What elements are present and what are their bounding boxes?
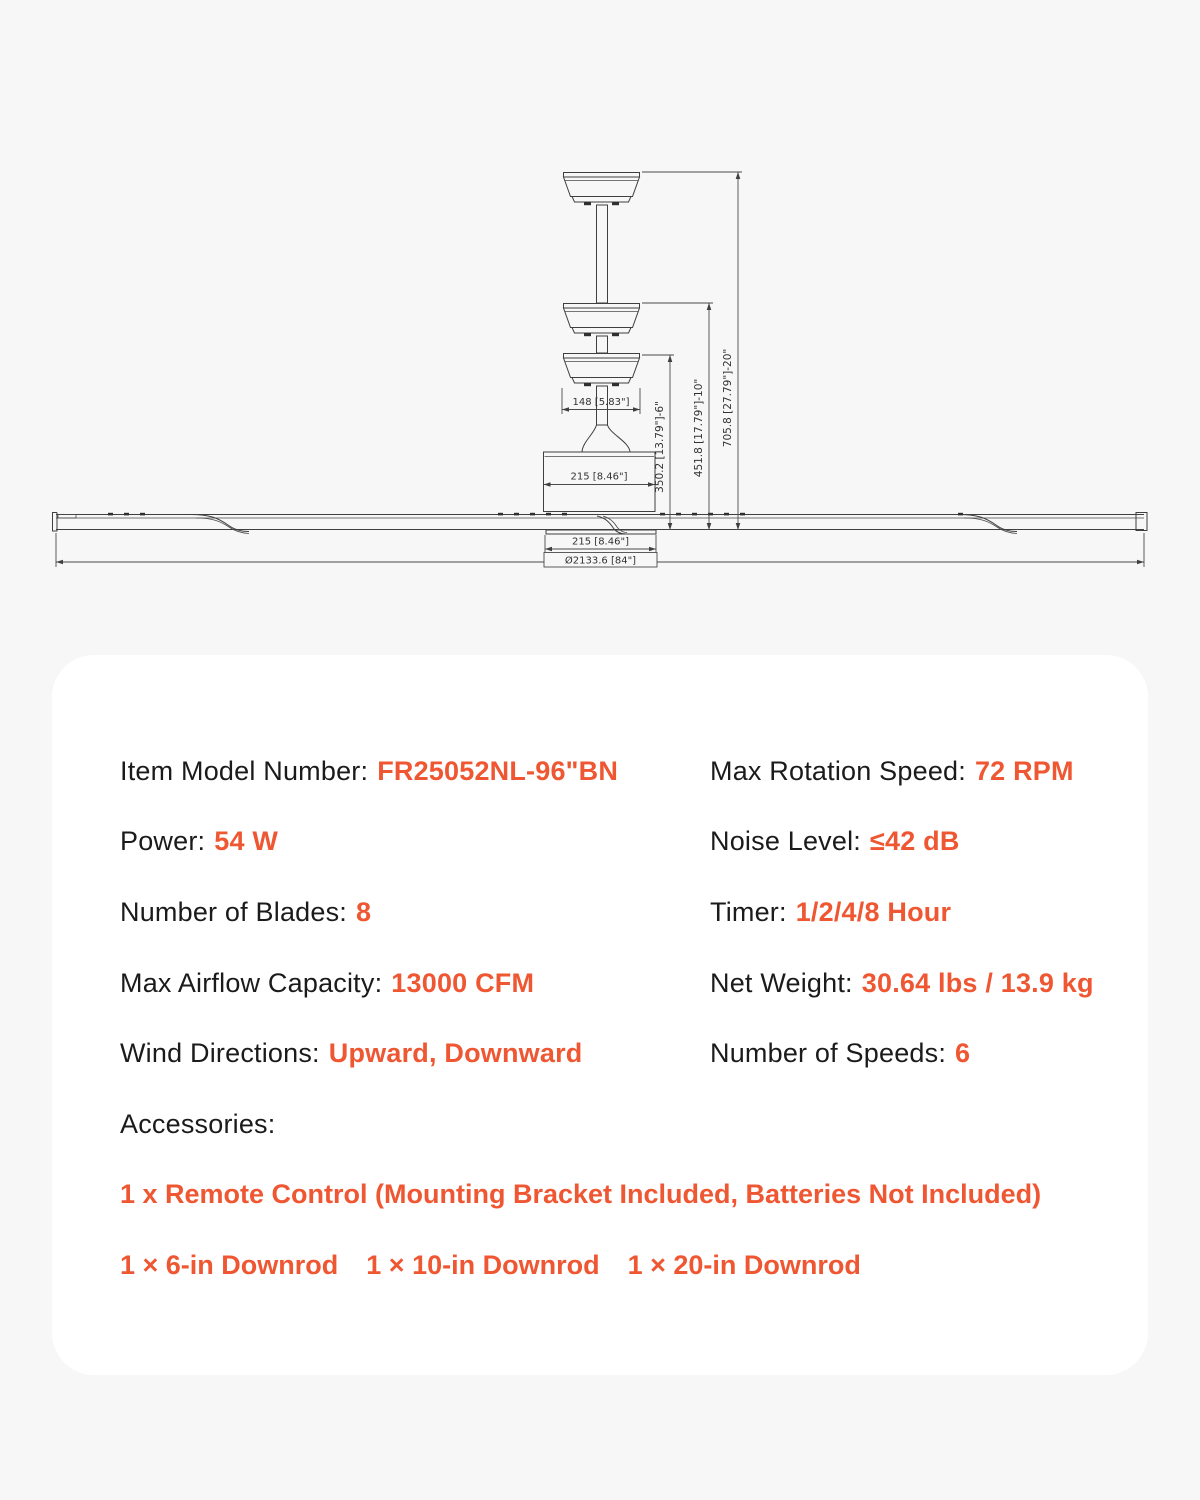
- spec-row-5: [120, 1018, 1112, 1089]
- spec-value: Upward, Downward: [328, 1038, 583, 1069]
- dim-height-6in: [642, 355, 674, 530]
- spec-row-2: [120, 807, 1112, 878]
- accessories-label: Accessories:: [120, 1108, 276, 1139]
- accessory-downrod-6in: 1 × 6-in Downrod: [120, 1249, 339, 1280]
- spec-value: 30.64 lbs / 13.9 kg: [861, 967, 1094, 998]
- spec-item-net-weight: [710, 968, 1112, 999]
- spec-card: [52, 655, 1148, 1375]
- spec-label: Number of Speeds:: [710, 1038, 947, 1069]
- spec-value: 13000 CFM: [391, 967, 535, 998]
- spec-row-1: [120, 736, 1112, 807]
- spec-row-3: [120, 877, 1112, 948]
- spec-item-timer: [710, 897, 1112, 928]
- accessory-downrod-20in: 1 × 20-in Downrod: [627, 1249, 861, 1280]
- spec-value: 54 W: [214, 826, 279, 857]
- fan-dimension-diagram: [0, 0, 1200, 620]
- spec-value: ≤42 dB: [869, 826, 960, 857]
- spec-value: 1/2/4/8 Hour: [795, 896, 952, 927]
- spec-label: Wind Directions:: [120, 1038, 320, 1069]
- dim-text-215-motor: 215 [8.46"]: [570, 471, 628, 483]
- spec-label: Number of Blades:: [120, 896, 348, 927]
- ceiling-canopy-mid: [564, 304, 640, 337]
- spec-item-rotation-speed: [710, 756, 1112, 787]
- dim-text-451: 451.8 [17.79"]-10": [693, 378, 705, 478]
- spec-item-wind-directions: [120, 1038, 710, 1069]
- spec-row-downrods: [120, 1230, 1112, 1301]
- spec-label: Noise Level:: [710, 826, 861, 857]
- accessory-remote-control: 1 x Remote Control (Mounting Bracket Included, Batteries Not Included): [120, 1179, 1042, 1210]
- spec-item-blades: [120, 897, 710, 928]
- spec-item-speeds: [710, 1038, 1112, 1069]
- spec-item-airflow: [120, 968, 710, 999]
- dim-text-350: 350.2 [13.79"]-6": [654, 401, 666, 493]
- fan-blades: [53, 513, 1148, 535]
- spec-label: Max Rotation Speed:: [710, 755, 966, 786]
- spec-row-4: [120, 948, 1112, 1019]
- spec-row-remote: [120, 1160, 1112, 1231]
- dim-motor-width: [544, 472, 656, 487]
- spec-row-accessories-label: [120, 1089, 1112, 1160]
- spec-item-model-number: [120, 756, 710, 787]
- spec-list: [120, 736, 1112, 1301]
- dim-text-215-hub: 215 [8.46"]: [572, 536, 629, 548]
- spec-item-power: [120, 826, 710, 857]
- dim-text-148: 148 [5.83"]: [572, 397, 630, 408]
- spec-label: Power:: [120, 826, 206, 857]
- dim-text-705: 705.8 [27.79"]-20": [722, 348, 734, 448]
- spec-label: Net Weight:: [710, 967, 853, 998]
- accessory-downrod-10in: 1 × 10-in Downrod: [366, 1249, 600, 1280]
- spec-value: FR25052NL-96"BN: [377, 755, 619, 786]
- dim-canopy-width: [562, 388, 640, 414]
- spec-label: Timer:: [710, 896, 787, 927]
- motor-housing: [544, 425, 656, 512]
- spec-value: 8: [356, 896, 372, 927]
- spec-label: Item Model Number:: [120, 755, 369, 786]
- spec-value: 72 RPM: [974, 755, 1074, 786]
- spec-value: 6: [955, 1038, 971, 1069]
- spec-item-noise-level: [710, 826, 1112, 857]
- downrod: [597, 205, 608, 425]
- dim-height-10in: [642, 303, 713, 530]
- dim-text-diameter: Ø2133.6 [84"]: [564, 555, 637, 567]
- ceiling-canopy-top: [564, 173, 640, 206]
- spec-label: Max Airflow Capacity:: [120, 967, 383, 998]
- ceiling-canopy-low: [564, 354, 640, 387]
